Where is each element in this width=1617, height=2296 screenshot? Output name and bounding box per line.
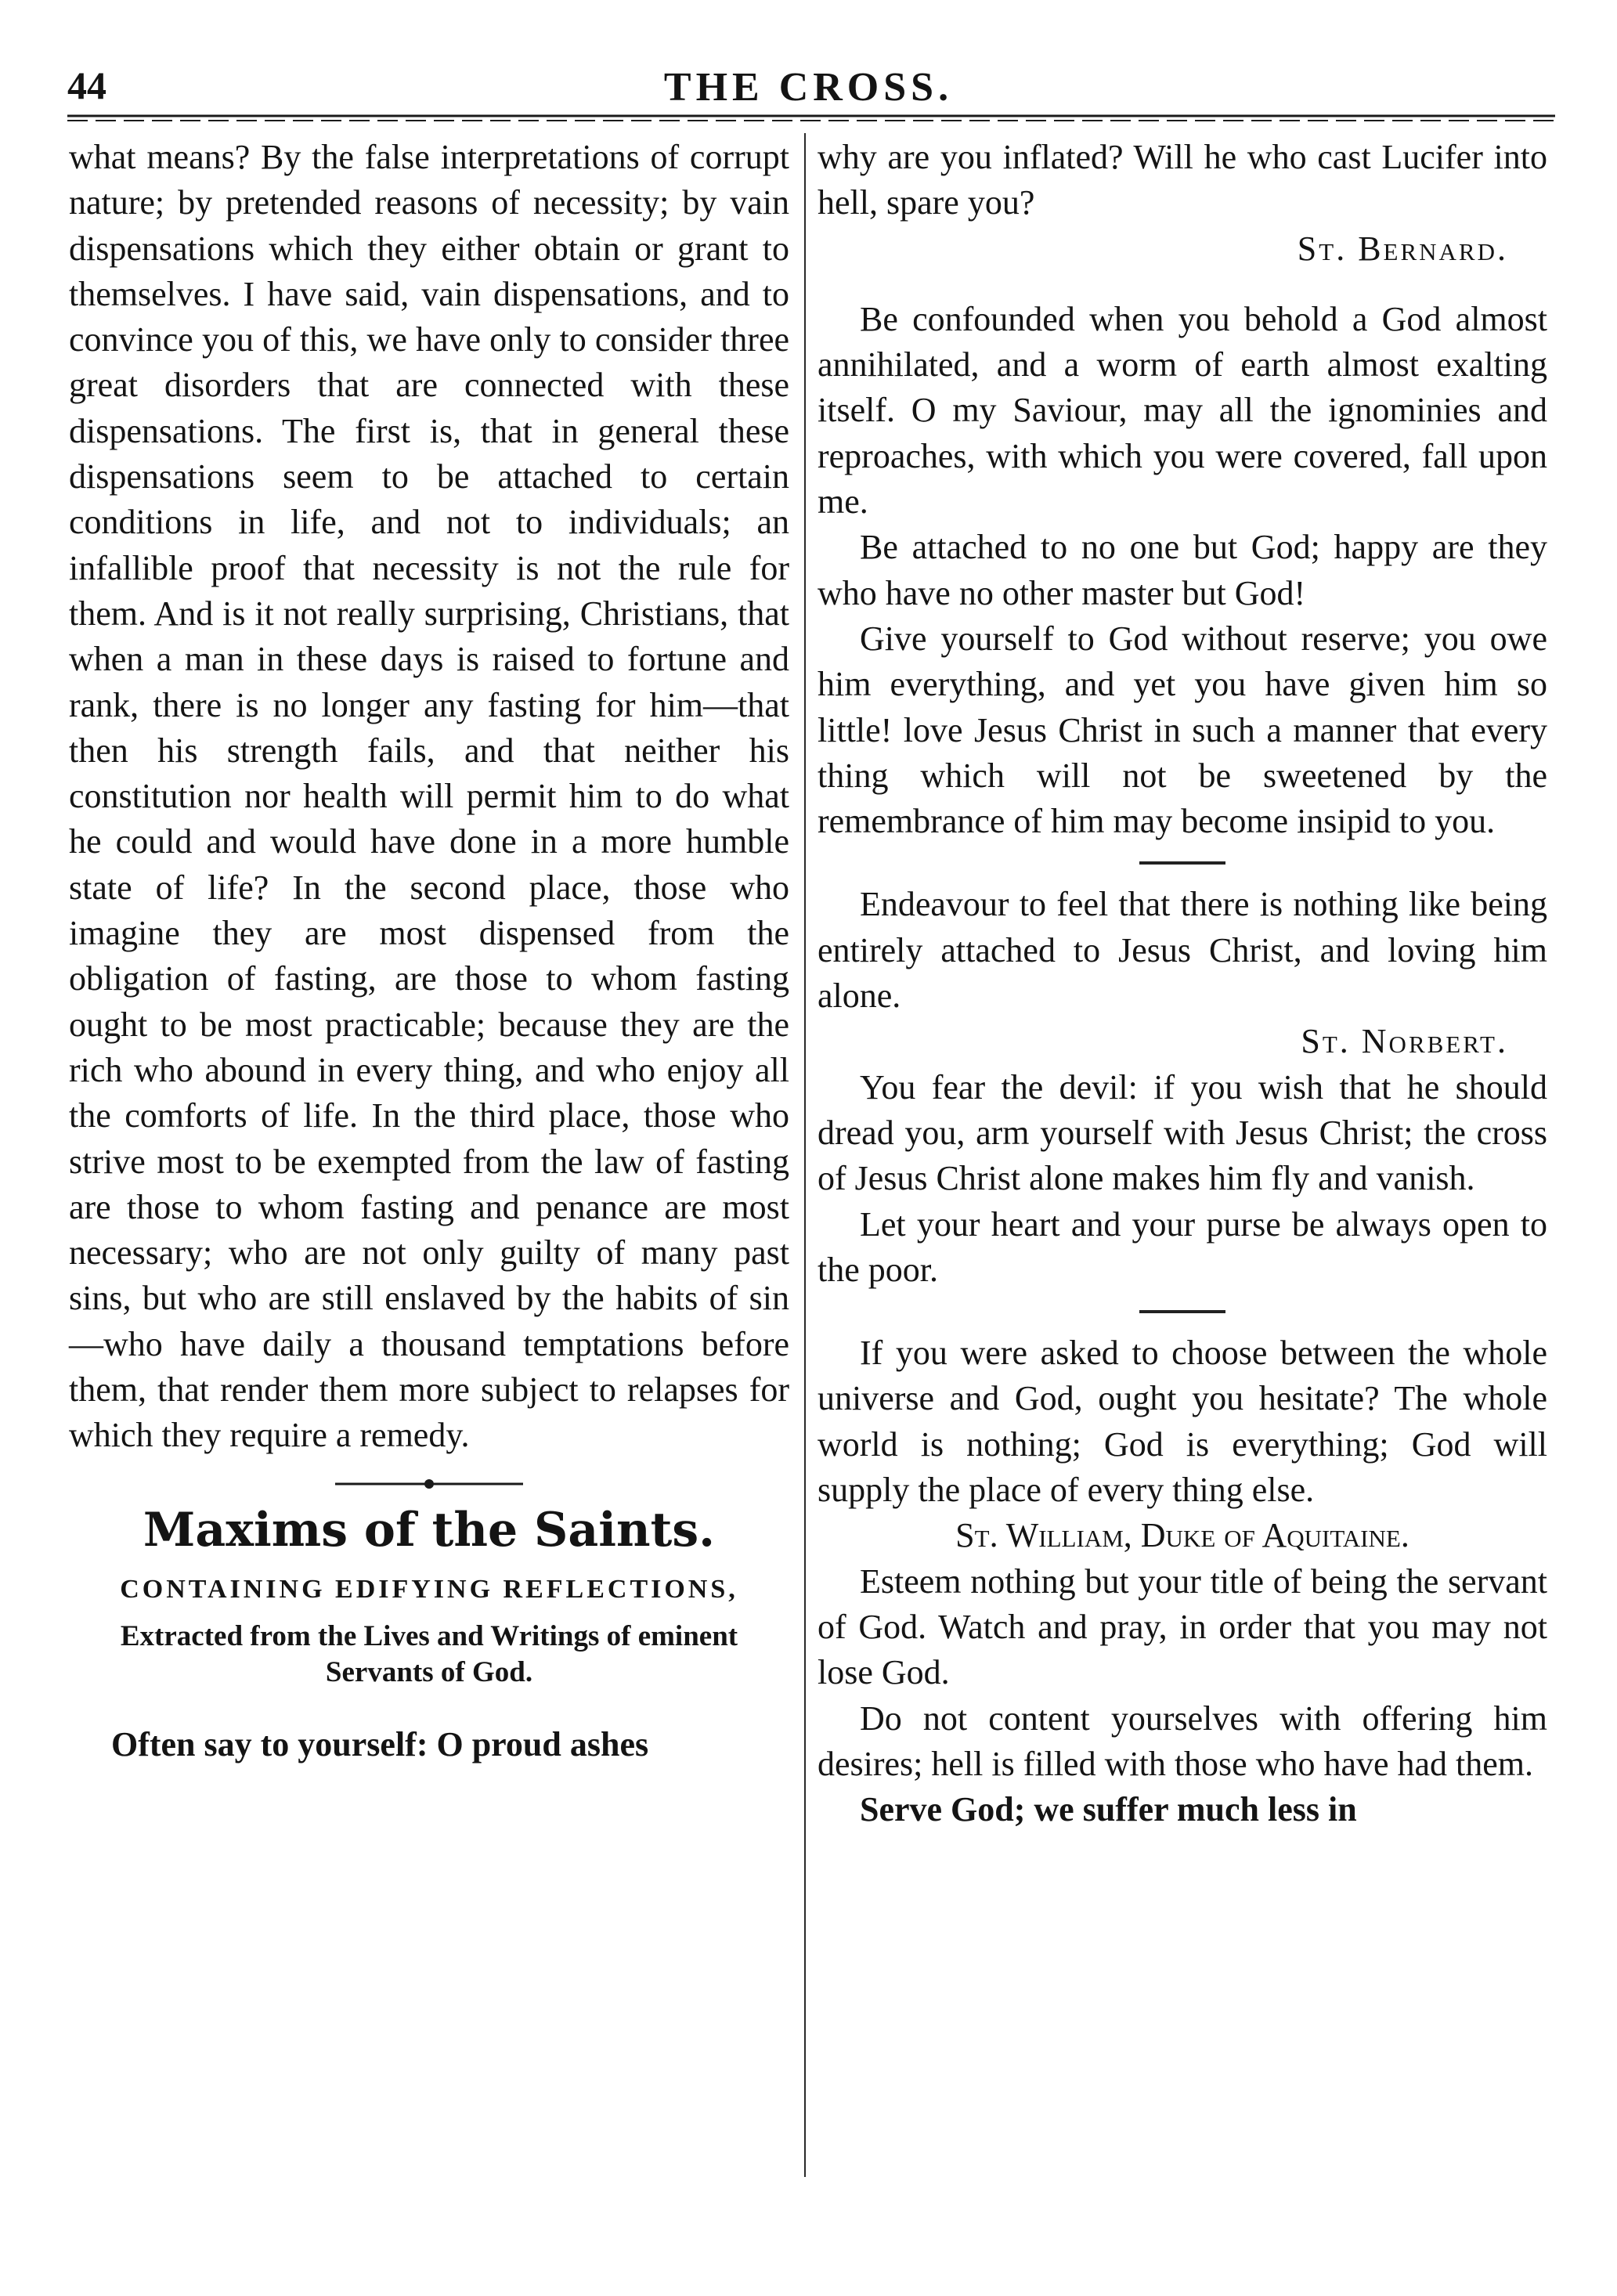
maxim-paragraph: Give yourself to God without reserve; you owe him everything, and yet you have given him so little! love Jesus Christ in such a manner that every thing which will not be sweetened by the remembrance of him may become insipid to you. — [818, 619, 1547, 841]
section-divider — [1139, 1310, 1225, 1313]
left-paragraph: what means? By the false interpretations of corrupt nature; by pretended reasons of necessity; by vain dispensations which they either obtain or grant to themselves. I have said, vain dispensations, and to convince you of this, we have only to consider three great disorders that are connected with these dispensations. The first is, that in general these dispensations seem to be attached to certain conditions in life, and not to individuals; an infallible proof that necessity is not the rule for them. And is it not really surprising, Christians, that when a man in these days is raised to fortune and rank, there is no longer any fasting for him—that then his strength fails, and that neither his constitution nor health will permit him to do what he could and would have done in a more humble state of life? In the second place, those who imagine they are most dispensed from the obligation of fasting, are those to whom fasting ought to be most practicable; because they are the rich who abound in every thing, and who enjoy all the comforts of life. In the third place, those who strive most to be exempted from the law of fasting are those to whom fasting and penance are most necessary; who are not only guilty of many past sins, but who are still enslaved by the habits of sin—who have daily a thousand temptations before them, that render them more subject to relapses for which they require a remedy. — [69, 138, 789, 1455]
maxim-paragraph: why are you inflated? Will he who cast Lucifer into hell, spare you? — [818, 138, 1547, 222]
extract-note: Extracted from the Lives and Writings of eminent Servants of God. — [120, 1619, 738, 1688]
section-subtitle: CONTAINING EDIFYING REFLECTIONS, — [120, 1574, 738, 1604]
attribution: St. Bernard. — [1297, 229, 1508, 268]
maxim-paragraph: Be confounded when you behold a God almost annihilated, and a worm of earth almost exalting itself. O my Saviour, may all the ignominies and reproaches, with which you were covered, fall upon me. — [818, 299, 1547, 522]
maxim-paragraph: Be attached to no one but God; happy are they who have no other master but God! — [818, 528, 1547, 612]
maxim-paragraph: Esteem nothing but your title of being the servant of God. Watch and pray, in order that you may not lose God. — [818, 1561, 1547, 1692]
attribution: St. Norbert. — [1301, 1022, 1508, 1061]
section-title: Maxims of the Saints. — [143, 1502, 716, 1558]
maxim-paragraph: If you were asked to choose between the whole universe and God, ought you hesitate? The whole world is nothing; God is everything; God will supply the place of every thing else. — [818, 1334, 1547, 1510]
maxim-paragraph: Let your heart and your purse be always open to the poor. — [818, 1204, 1547, 1289]
attribution: St. William, Duke of Aquitaine. — [955, 1516, 1409, 1555]
running-title: THE CROSS. — [663, 65, 954, 110]
header-rule — [67, 111, 1555, 125]
maxim-paragraph: Serve God; we suffer much less in — [860, 1790, 1357, 1829]
column-divider — [804, 133, 806, 2177]
maxim-paragraph: You fear the devil: if you wish that he should dread you, arm yourself with Jesus Christ; the cross of Jesus Christ alone makes him fly and vanish. — [818, 1067, 1547, 1198]
section-divider — [1139, 861, 1225, 865]
maxim-paragraph: Endeavour to feel that there is nothing like being entirely attached to Jesus Christ, and loving him alone. — [818, 885, 1547, 1016]
right-column — [818, 135, 1547, 1832]
closing-line: Often say to yourself: O proud ashes — [111, 1724, 649, 1764]
page-number: 44 — [67, 63, 106, 107]
maxim-paragraph: Do not content yourselves with offering him desires; hell is filled with those who have had them. — [818, 1699, 1547, 1783]
left-column — [69, 135, 789, 1767]
ornament-rule — [335, 1478, 523, 1490]
page-header — [0, 0, 1617, 125]
